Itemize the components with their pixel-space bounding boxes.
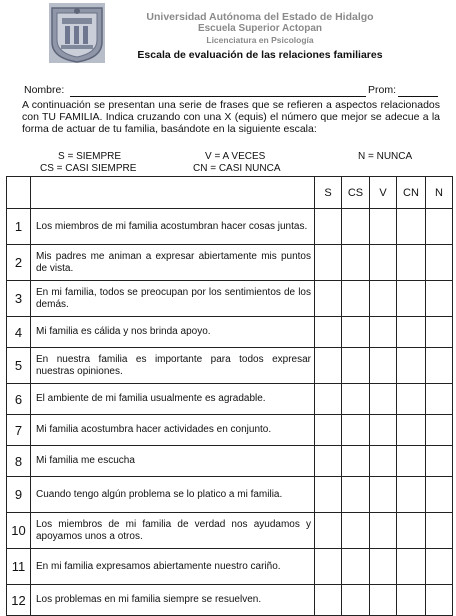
item-statement: Los problemas en mi familia siempre se resuelven. xyxy=(31,585,315,616)
item-number: 5 xyxy=(7,348,31,384)
column-header-v: V xyxy=(370,177,397,209)
answer-cell-cs[interactable] xyxy=(342,415,370,446)
answer-cell-cn[interactable] xyxy=(397,348,426,384)
instructions-text: A continuación se presentan una serie de frases que se refieren a aspectos relacionados con TU FAMILIA. Indica cruzando con una X (equis) el número que mejor se adecue a la forma de actuar de tu familia, basándote en la siguiente escala: xyxy=(22,99,440,135)
answer-cell-cn[interactable] xyxy=(397,281,426,317)
item-number: 12 xyxy=(7,585,31,616)
legend-siempre: S = SIEMPRE xyxy=(58,151,122,162)
table-row xyxy=(7,513,453,549)
answer-cell-n[interactable] xyxy=(426,209,453,245)
table-row xyxy=(7,415,453,446)
answer-cell-s[interactable] xyxy=(315,348,342,384)
table-row xyxy=(7,245,453,281)
item-number: 4 xyxy=(7,317,31,348)
item-statement: Los miembros de mi familia acostumbran hacer cosas juntas. xyxy=(31,209,315,245)
answer-cell-n[interactable] xyxy=(426,348,453,384)
table-row xyxy=(7,384,453,415)
answer-cell-n[interactable] xyxy=(426,415,453,446)
item-statement: Mi familia es cálida y nos brinda apoyo. xyxy=(31,317,315,348)
answer-cell-v[interactable] xyxy=(370,384,397,415)
answer-cell-n[interactable] xyxy=(426,513,453,549)
answer-cell-v[interactable] xyxy=(370,477,397,513)
document-header xyxy=(0,0,456,72)
item-statement: En mi familia expresamos abiertamente nuestro cariño. xyxy=(31,549,315,585)
answer-cell-cs[interactable] xyxy=(342,384,370,415)
answer-cell-cs[interactable] xyxy=(342,477,370,513)
table-row xyxy=(7,477,453,513)
answer-cell-n[interactable] xyxy=(426,549,453,585)
degree-name: Licenciatura en Psicología xyxy=(206,35,314,45)
document-title: Escala de evaluación de las relaciones familiares xyxy=(137,49,383,61)
legend-casi-nunca: CN = CASI NUNCA xyxy=(193,163,281,174)
answer-cell-n[interactable] xyxy=(426,245,453,281)
answer-cell-cs[interactable] xyxy=(342,348,370,384)
legend-nunca: N = NUNCA xyxy=(358,151,413,162)
school-name: Escuela Superior Actopan xyxy=(197,23,323,34)
answer-cell-n[interactable] xyxy=(426,317,453,348)
answer-cell-cs[interactable] xyxy=(342,245,370,281)
item-statement: El ambiente de mi familia usualmente es agradable. xyxy=(31,384,315,415)
answer-cell-v[interactable] xyxy=(370,415,397,446)
table-row xyxy=(7,585,453,616)
answer-cell-v[interactable] xyxy=(370,446,397,477)
answer-cell-cn[interactable] xyxy=(397,513,426,549)
evaluation-table xyxy=(6,176,453,616)
university-seal-icon xyxy=(48,2,106,64)
answer-cell-s[interactable] xyxy=(315,477,342,513)
answer-cell-n[interactable] xyxy=(426,446,453,477)
answer-cell-cs[interactable] xyxy=(342,209,370,245)
answer-cell-n[interactable] xyxy=(426,477,453,513)
item-number: 2 xyxy=(7,245,31,281)
answer-cell-v[interactable] xyxy=(370,317,397,348)
answer-cell-s[interactable] xyxy=(315,549,342,585)
column-header-cn: CN xyxy=(397,177,426,209)
answer-cell-cn[interactable] xyxy=(397,549,426,585)
answer-cell-cn[interactable] xyxy=(397,585,426,616)
item-number: 9 xyxy=(7,477,31,513)
answer-cell-cs[interactable] xyxy=(342,513,370,549)
answer-cell-cn[interactable] xyxy=(397,446,426,477)
answer-cell-cs[interactable] xyxy=(342,585,370,616)
column-header-cs: CS xyxy=(342,177,370,209)
answer-cell-s[interactable] xyxy=(315,585,342,616)
answer-cell-s[interactable] xyxy=(315,446,342,477)
legend-casi-siempre: CS = CASI SIEMPRE xyxy=(40,163,137,174)
answer-cell-cn[interactable] xyxy=(397,209,426,245)
answer-cell-cn[interactable] xyxy=(397,317,426,348)
answer-cell-cn[interactable] xyxy=(397,245,426,281)
item-number: 11 xyxy=(7,549,31,585)
answer-cell-cs[interactable] xyxy=(342,446,370,477)
answer-cell-cn[interactable] xyxy=(397,415,426,446)
table-row xyxy=(7,348,453,384)
answer-cell-v[interactable] xyxy=(370,549,397,585)
item-number: 8 xyxy=(7,446,31,477)
header-number-cell xyxy=(7,177,31,209)
item-number: 3 xyxy=(7,281,31,317)
item-number: 10 xyxy=(7,513,31,549)
answer-cell-s[interactable] xyxy=(315,281,342,317)
answer-cell-s[interactable] xyxy=(315,209,342,245)
item-number: 7 xyxy=(7,415,31,446)
answer-cell-v[interactable] xyxy=(370,281,397,317)
table-header-row xyxy=(7,177,453,209)
name-label: Nombre: xyxy=(24,84,65,96)
name-field[interactable] xyxy=(70,96,366,97)
item-statement: Mis padres me animan a expresar abiertamente mis puntos de vista. xyxy=(31,245,315,281)
answer-cell-s[interactable] xyxy=(315,317,342,348)
answer-cell-n[interactable] xyxy=(426,585,453,616)
answer-cell-v[interactable] xyxy=(370,585,397,616)
table-row xyxy=(7,446,453,477)
table-row xyxy=(7,549,453,585)
item-number: 1 xyxy=(7,209,31,245)
university-name: Universidad Autónoma del Estado de Hidalgo xyxy=(146,11,374,23)
answer-cell-cn[interactable] xyxy=(397,384,426,415)
answer-cell-cn[interactable] xyxy=(397,477,426,513)
answer-cell-v[interactable] xyxy=(370,245,397,281)
item-statement: En nuestra familia es importante para todos expresar nuestras opiniones. xyxy=(31,348,315,384)
item-number: 6 xyxy=(7,384,31,415)
answer-cell-s[interactable] xyxy=(315,245,342,281)
answer-cell-cs[interactable] xyxy=(342,549,370,585)
answer-cell-v[interactable] xyxy=(370,209,397,245)
answer-cell-v[interactable] xyxy=(370,513,397,549)
answer-cell-s[interactable] xyxy=(315,384,342,415)
legend-a-veces: V = A VECES xyxy=(205,151,266,162)
answer-cell-n[interactable] xyxy=(426,384,453,415)
item-statement: Mi familia acostumbra hacer actividades en conjunto. xyxy=(31,415,315,446)
answer-cell-s[interactable] xyxy=(315,513,342,549)
table-row xyxy=(7,317,453,348)
item-statement: Los miembros de mi familia de verdad nos ayudamos y apoyamos unos a otros. xyxy=(31,513,315,549)
answer-cell-cs[interactable] xyxy=(342,281,370,317)
table-row xyxy=(7,209,453,245)
column-header-s: S xyxy=(315,177,342,209)
header-statement-cell xyxy=(31,177,315,209)
table-row xyxy=(7,281,453,317)
answer-cell-n[interactable] xyxy=(426,281,453,317)
item-statement: Mi familia me escucha xyxy=(31,446,315,477)
column-header-n: N xyxy=(426,177,453,209)
answer-cell-s[interactable] xyxy=(315,415,342,446)
item-statement: Cuando tengo algún problema se lo platico a mi familia. xyxy=(31,477,315,513)
item-statement: En mi familia, todos se preocupan por los sentimientos de los demás. xyxy=(31,281,315,317)
answer-cell-cs[interactable] xyxy=(342,317,370,348)
prom-label: Prom: xyxy=(368,84,397,96)
answer-cell-v[interactable] xyxy=(370,348,397,384)
prom-field[interactable] xyxy=(398,96,438,97)
